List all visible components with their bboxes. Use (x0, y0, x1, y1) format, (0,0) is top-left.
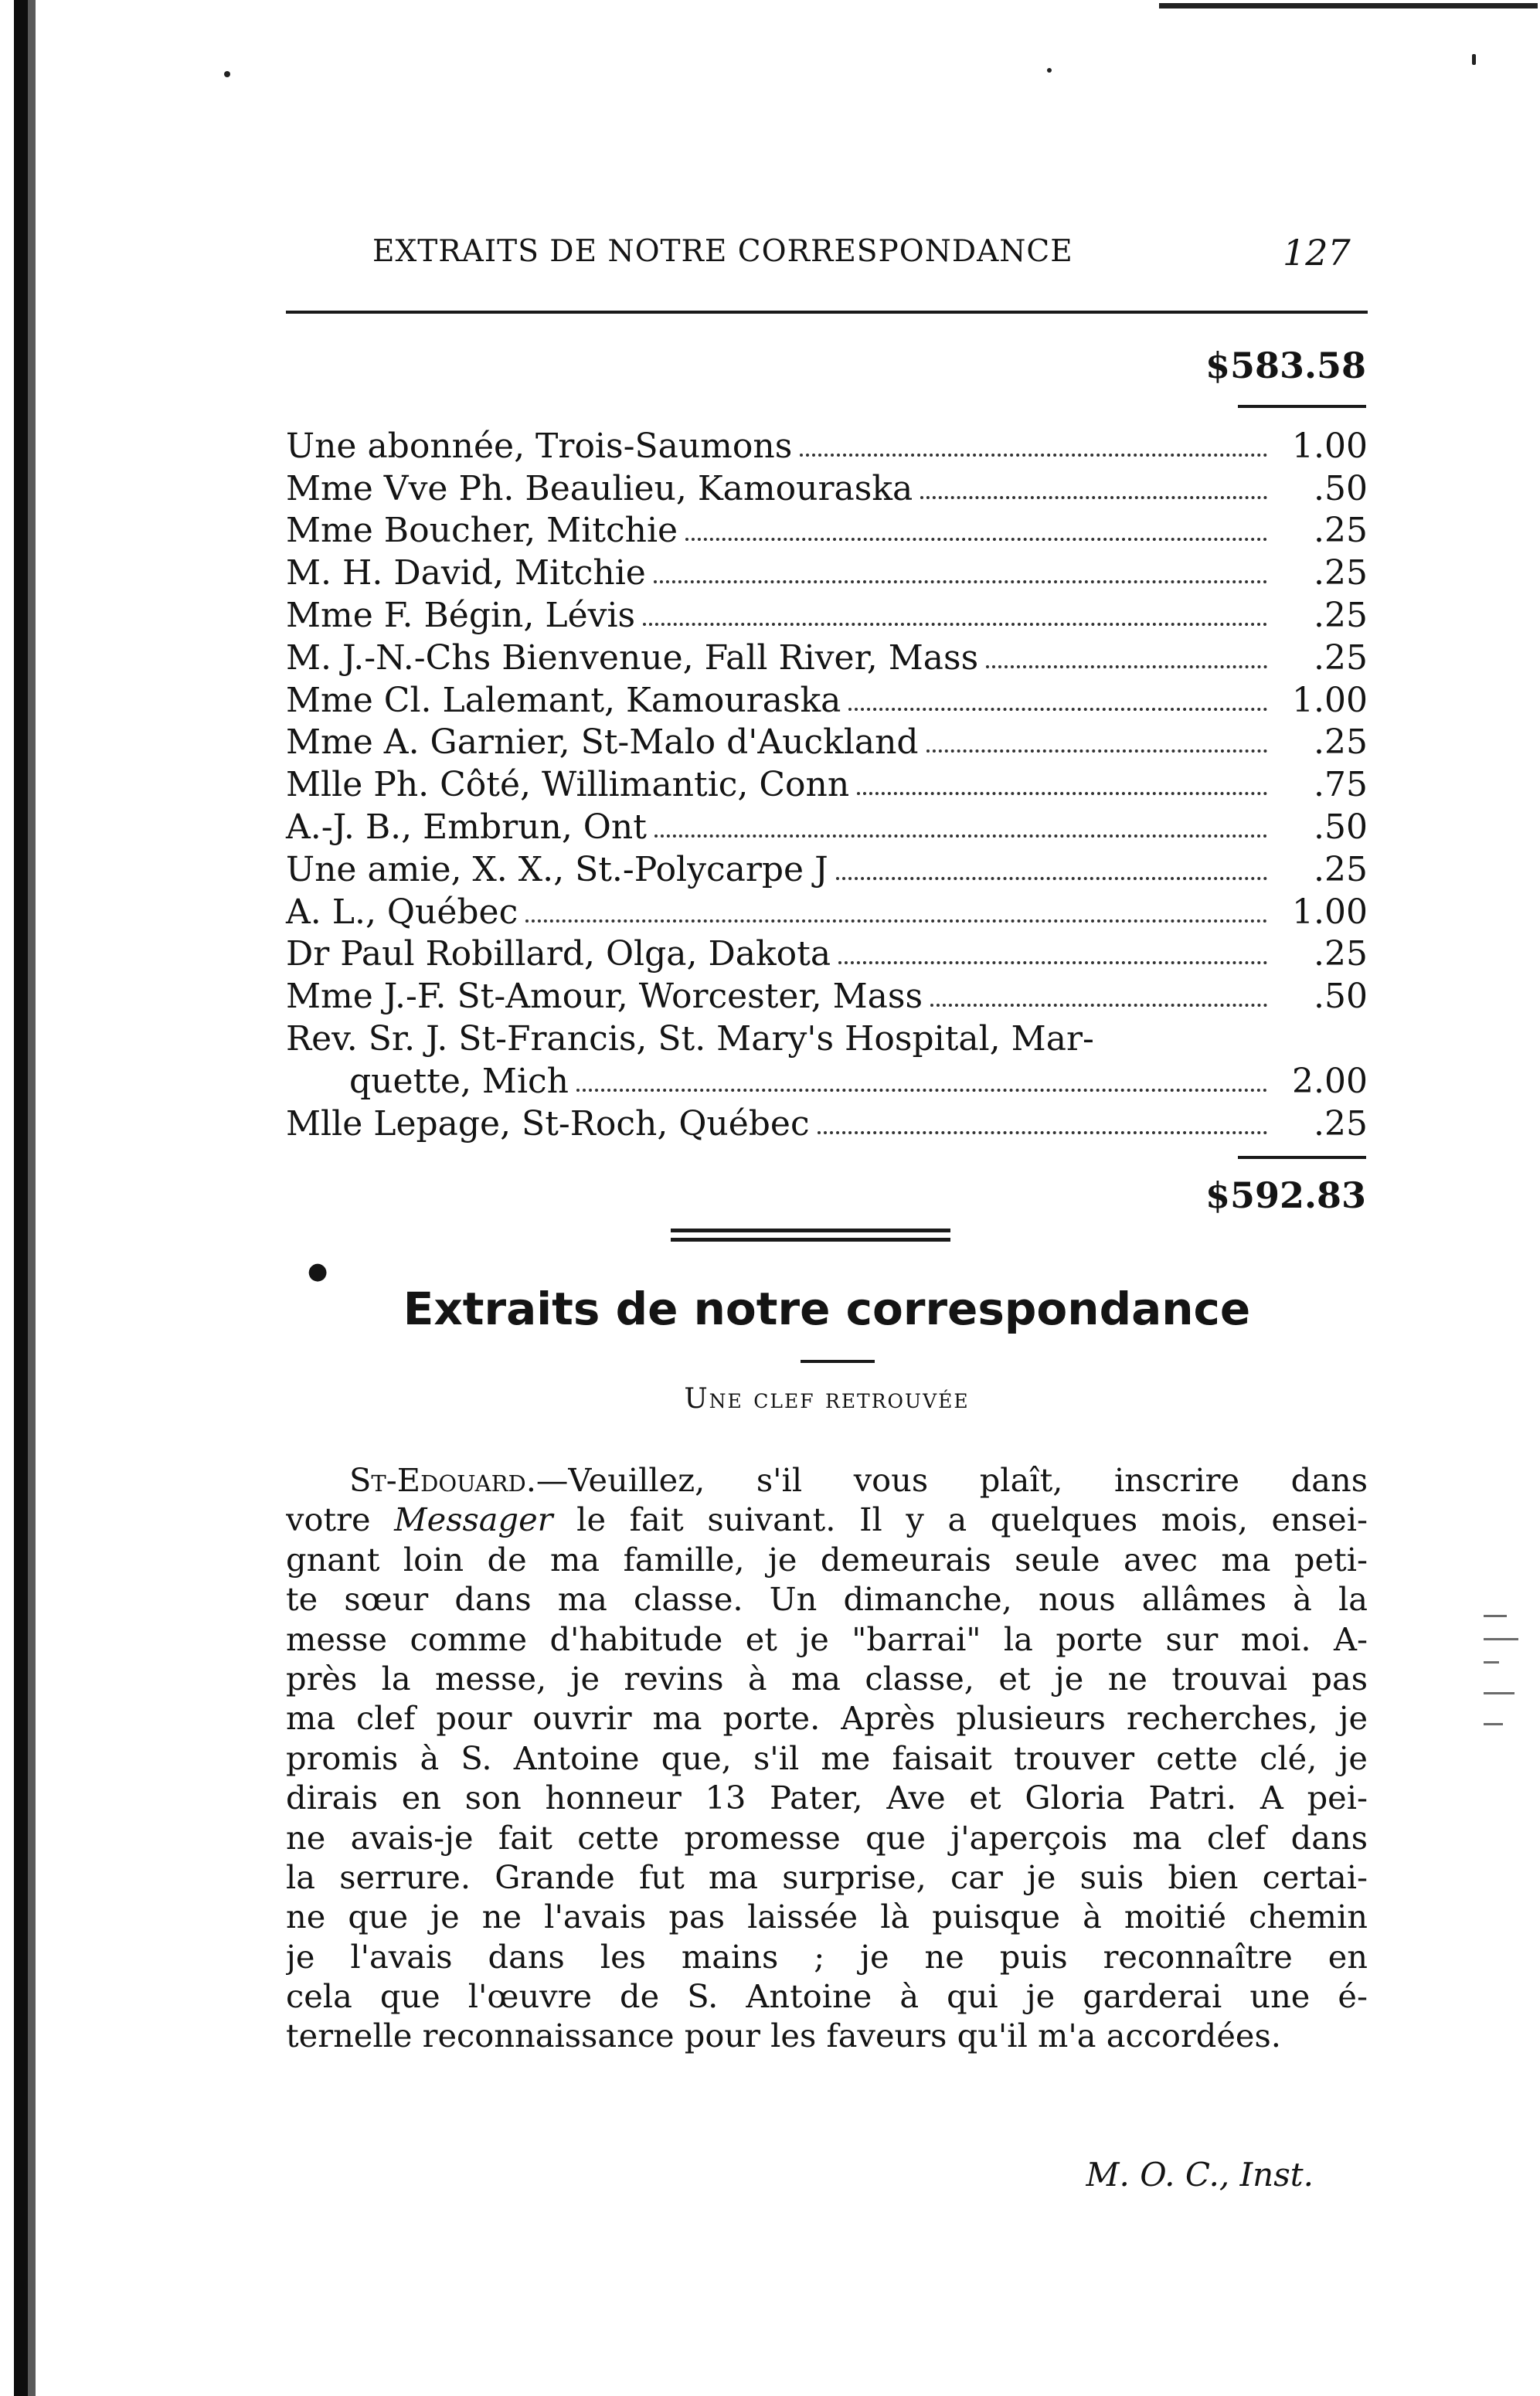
article-subheading: Une clef retrouvée (684, 1383, 970, 1415)
donation-amount: .25 (1314, 553, 1368, 593)
dot-leader (926, 749, 1267, 753)
total-rule (1238, 405, 1366, 408)
carried-total: $583.58 (1205, 345, 1366, 386)
new-total: $592.83 (1205, 1174, 1366, 1216)
donor-name: Mme A. Garnier, St-Malo d'Auckland (286, 722, 919, 763)
letter-line: près la messe, je revins à ma classe, et je ne trouvai pas (286, 1659, 1368, 1698)
dot-leader (800, 454, 1267, 457)
letter-place: St-Edouard. (349, 1461, 536, 1499)
donation-amount: .25 (1314, 595, 1368, 635)
donation-row (286, 678, 1368, 720)
donation-amount: .50 (1314, 807, 1368, 847)
donation-row (286, 593, 1368, 635)
donor-name: Dr Paul Robillard, Olga, Dakota (286, 934, 831, 974)
scan-top-edge (1159, 3, 1538, 8)
donor-name: A.-J. B., Embrun, Ont (286, 807, 647, 847)
donation-list (286, 423, 1368, 1144)
dot-leader (654, 834, 1267, 838)
donation-row (286, 720, 1368, 763)
total-rule (1238, 1156, 1366, 1159)
letter-line: dirais en son honneur 13 Pater, Ave et Gloria Patri. A pei- (286, 1779, 1368, 1817)
donor-name: Une amie, X. X., St.-Polycarpe J (286, 849, 828, 889)
donation-amount: .25 (1314, 849, 1368, 889)
dot-leader (838, 961, 1267, 964)
letter-line: votre Messager le fait suivant. Il y a quelques mois, ensei- (286, 1500, 1368, 1539)
letter-line: ma clef pour ouvrir ma porte. Après plusieurs recherches, je (286, 1699, 1368, 1738)
scan-speck (1047, 68, 1052, 73)
donation-row (286, 804, 1368, 847)
letter-line: te sœur dans ma classe. Un dimanche, nous allâmes à la (286, 1580, 1368, 1619)
donor-name: M. J.-N.-Chs Bienvenue, Fall River, Mass (286, 637, 979, 678)
donation-row (286, 508, 1368, 551)
dot-leader (930, 1004, 1267, 1007)
donation-amount: .25 (1314, 722, 1368, 763)
dot-leader (685, 538, 1267, 541)
donor-name: Mlle Lepage, St-Roch, Québec (286, 1103, 810, 1144)
donation-row (286, 1101, 1368, 1144)
section-divider-top (671, 1229, 950, 1232)
donation-row (286, 932, 1368, 974)
dot-leader (986, 665, 1267, 668)
scan-speck (224, 71, 230, 77)
dot-leader (920, 496, 1267, 499)
bullet-mark: ● (308, 1258, 328, 1285)
dot-leader (576, 1089, 1267, 1092)
donation-amount: .50 (1314, 468, 1368, 508)
letter-line-last: ternelle reconnaissance pour les faveurs qu'il m'a accordées. (286, 2017, 1281, 2055)
donor-name: Mme Boucher, Mitchie (286, 511, 678, 551)
donor-name: A. L., Québec (286, 892, 518, 932)
donation-amount: 1.00 (1292, 680, 1368, 720)
letter-line: messe comme d'habitude et je "barrai" la porte sur moi. A- (286, 1619, 1368, 1658)
donation-row (286, 974, 1368, 1016)
donation-row (286, 635, 1368, 678)
letter-line: St-Edouard.—Veuillez, s'il vous plaît, inscrire dans (349, 1461, 1368, 1499)
donor-name: Une abonnée, Trois-Saumons (286, 426, 793, 466)
donor-name: Mme F. Bégin, Lévis (286, 595, 636, 635)
page-spine-edge (28, 0, 36, 2396)
letter-line: je l'avais dans les mains ; je ne puis reconnaître en (286, 1937, 1368, 1976)
letter-line: promis à S. Antoine que, s'il me faisait trouver cette clé, je (286, 1738, 1368, 1777)
donation-amount: .25 (1314, 1103, 1368, 1144)
donation-amount: .75 (1314, 765, 1368, 805)
donation-amount: .25 (1314, 934, 1368, 974)
letter-line: cela que l'œuvre de S. Antoine à qui je garderai une é- (286, 1977, 1368, 2016)
donation-amount: .25 (1314, 637, 1368, 678)
dot-leader (525, 919, 1267, 923)
donor-name-continued: quette, Mich (349, 1061, 569, 1101)
dot-leader (857, 792, 1267, 795)
section-title: Extraits de notre correspondance (403, 1283, 1251, 1335)
donation-row (286, 762, 1368, 804)
running-head: EXTRAITS DE NOTRE CORRESPONDANCE (372, 234, 1073, 269)
letter-line: gnant loin de ma famille, je demeurais seule avec ma peti- (286, 1540, 1368, 1579)
dot-leader (818, 1131, 1267, 1134)
section-divider-bottom (671, 1238, 950, 1242)
header-rule (286, 311, 1368, 314)
letter-line: la serrure. Grande fut ma surprise, car je suis bien certai- (286, 1857, 1368, 1896)
donation-row (286, 550, 1368, 593)
dot-leader (643, 623, 1267, 626)
donation-amount: 1.00 (1292, 892, 1368, 932)
donor-name: Mlle Ph. Côté, Willimantic, Conn (286, 765, 850, 805)
donor-name: Mme Vve Ph. Beaulieu, Kamouraska (286, 468, 913, 508)
donor-name: Mme Cl. Lalemant, Kamouraska (286, 680, 841, 720)
dot-leader (836, 877, 1267, 880)
donation-amount: .25 (1314, 511, 1368, 551)
title-rule (801, 1360, 875, 1363)
donor-name: Mme J.-F. St-Amour, Worcester, Mass (286, 977, 923, 1017)
donation-row (286, 1059, 1368, 1101)
letter-body (286, 1460, 1368, 2056)
donation-amount: .50 (1314, 977, 1368, 1017)
scan-speck (1472, 54, 1476, 65)
donation-row (286, 847, 1368, 889)
donation-amount: 2.00 (1292, 1061, 1368, 1101)
scan-edge-marks (1484, 1607, 1526, 1777)
donation-amount: 1.00 (1292, 426, 1368, 466)
letter-signature: M. O. C., Inst. (1086, 2156, 1314, 2194)
donor-name: Rev. Sr. J. St-Francis, St. Mary's Hospital, Mar- (286, 1018, 1094, 1059)
donor-name: M. H. David, Mitchie (286, 553, 646, 593)
donation-row (286, 423, 1368, 466)
letter-line: ne que je ne l'avais pas laissée là puisque à moitié chemin (286, 1898, 1368, 1936)
letter-line: ne avais-je fait cette promesse que j'aperçois ma clef dans (286, 1818, 1368, 1857)
dot-leader (848, 708, 1267, 711)
donation-row (286, 889, 1368, 932)
donation-row (286, 1016, 1368, 1059)
page-number: 127 (1283, 232, 1351, 274)
dot-leader (654, 580, 1267, 583)
messager-title: Messager (394, 1500, 553, 1539)
donation-row (286, 466, 1368, 508)
